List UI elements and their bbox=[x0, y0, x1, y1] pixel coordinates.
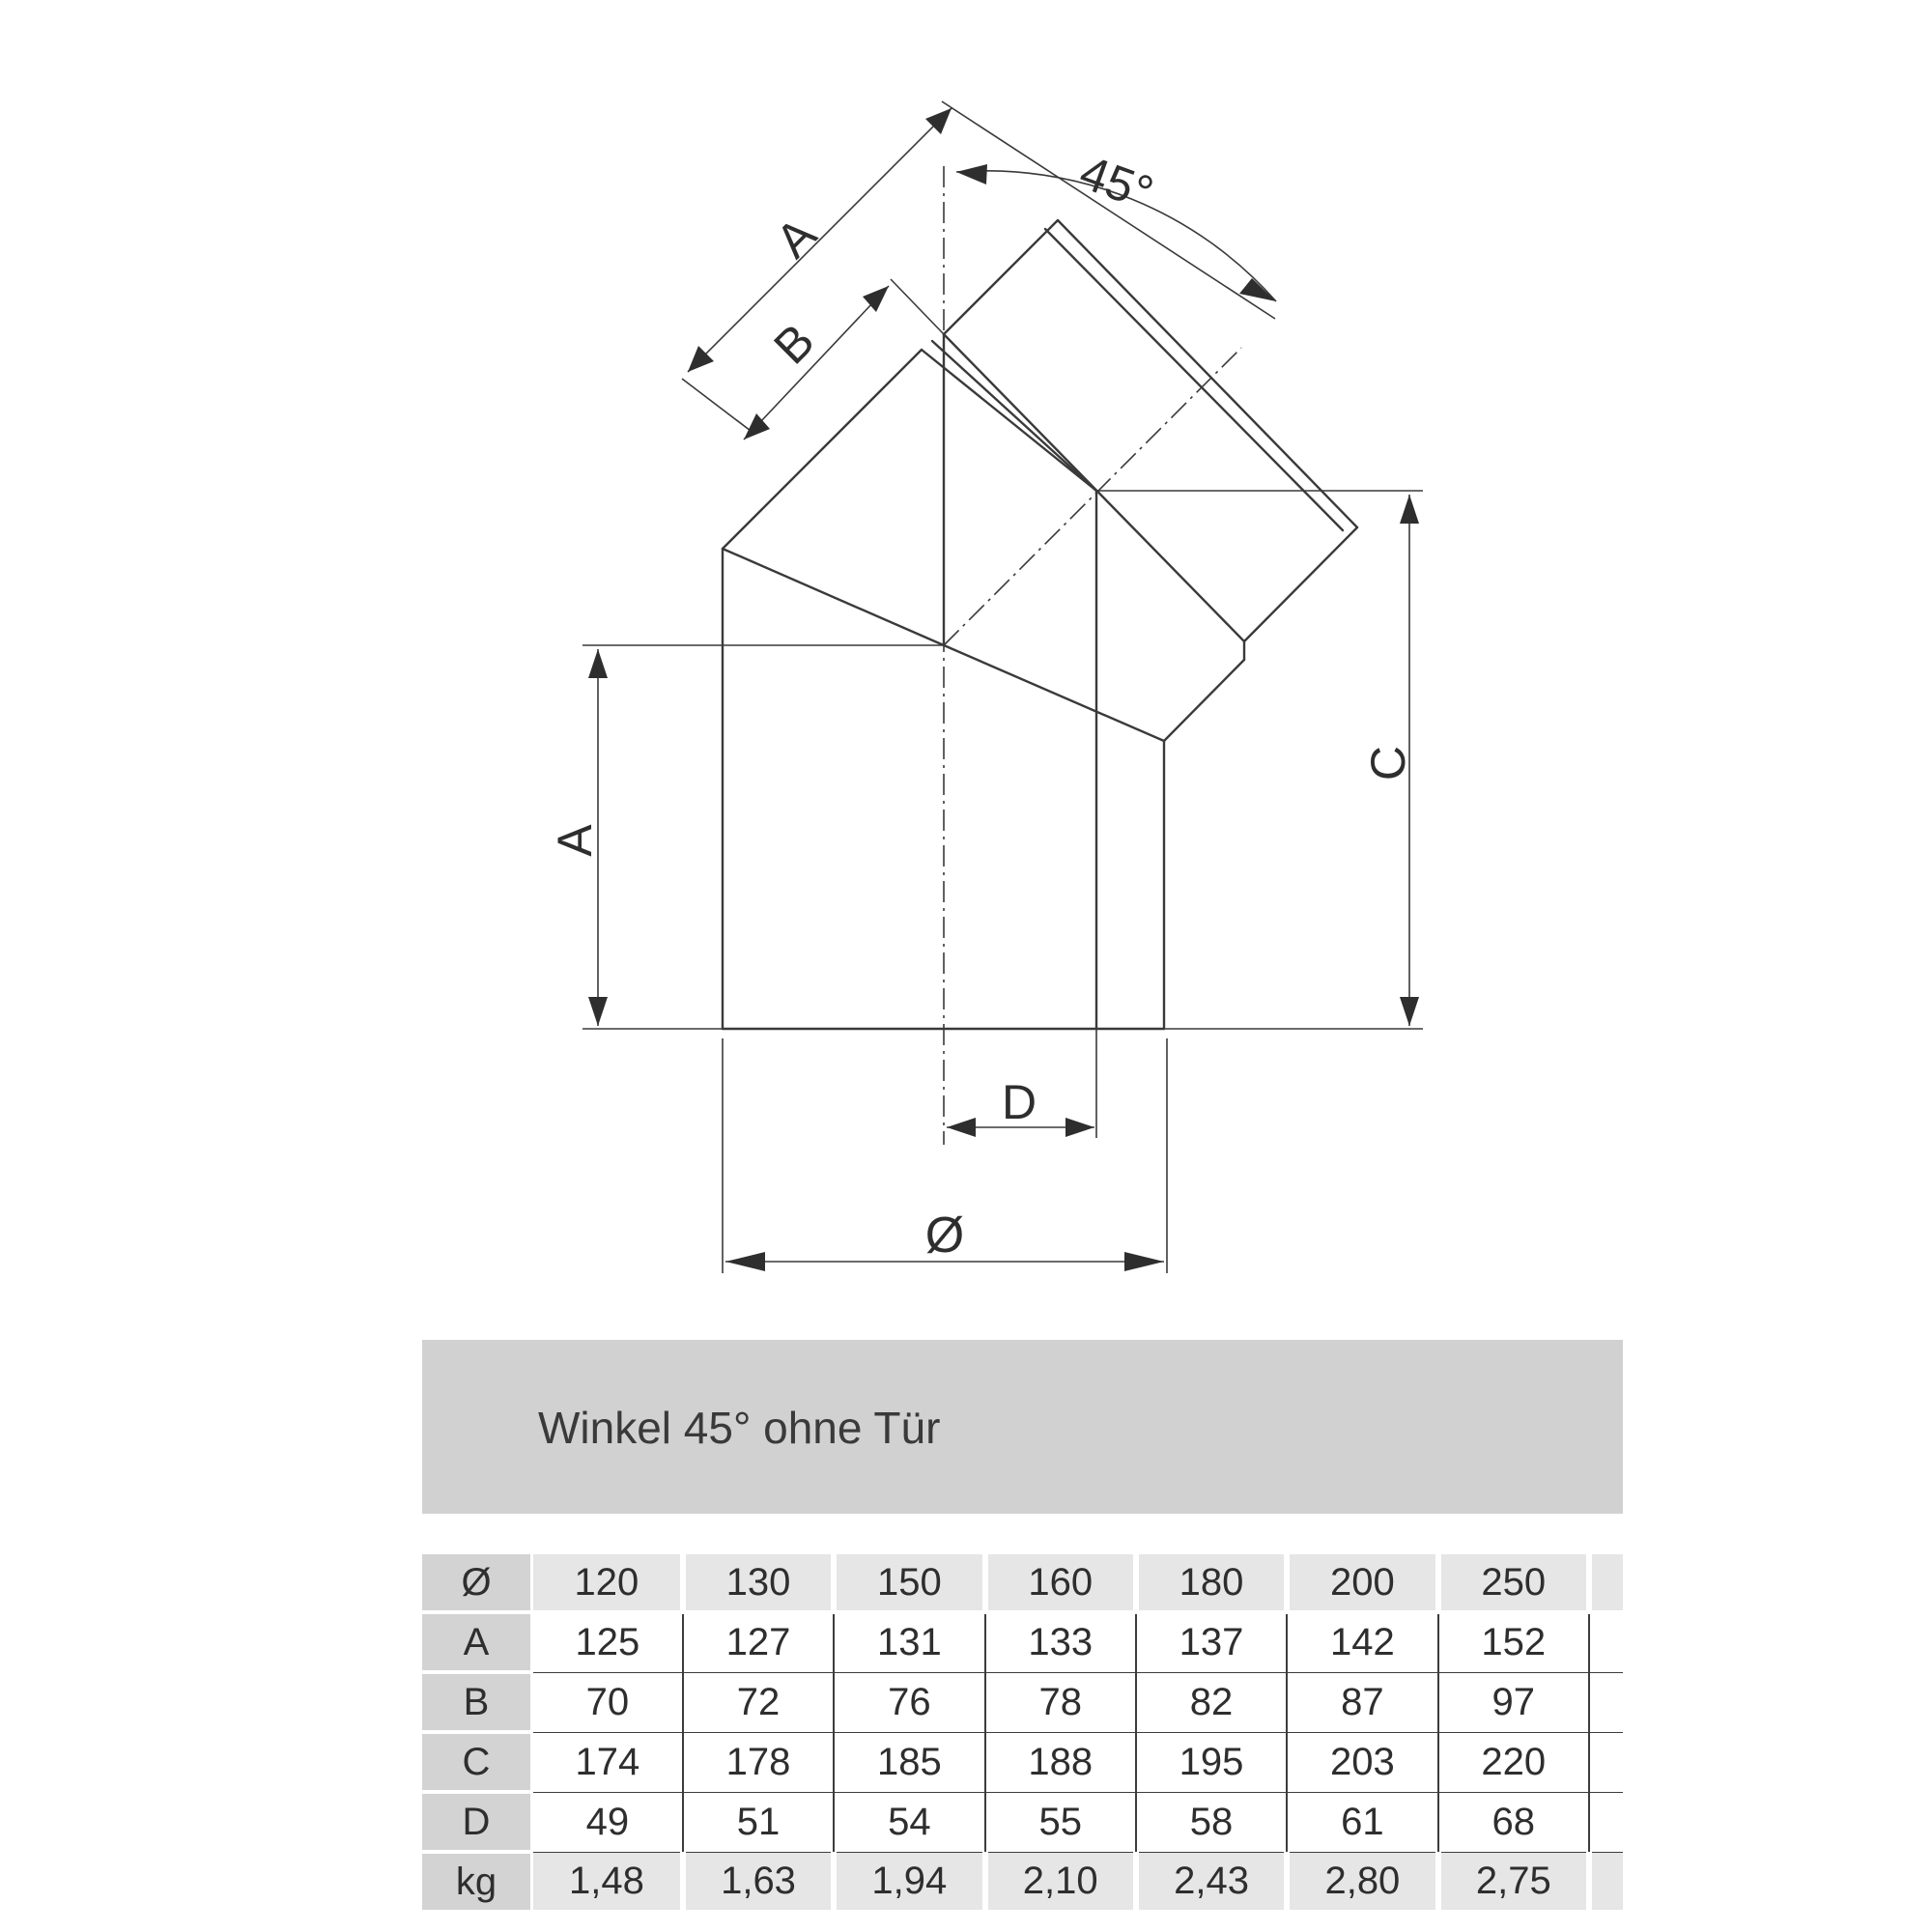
spigot-right-edge bbox=[1244, 527, 1357, 641]
table-cell: 68 bbox=[1438, 1792, 1589, 1852]
table-cell: 188 bbox=[985, 1732, 1136, 1792]
table-cell: 174 bbox=[532, 1732, 683, 1792]
arrow-a-left-top bbox=[588, 649, 608, 678]
upper-right-edge bbox=[1164, 660, 1244, 741]
header-cell: 250 bbox=[1438, 1554, 1589, 1612]
arrow-dia-left bbox=[725, 1252, 765, 1271]
table-cell: 54 bbox=[834, 1792, 984, 1852]
arrow-b-start bbox=[744, 413, 770, 440]
upper-top-edge bbox=[922, 350, 1096, 491]
table-cell: 49 bbox=[532, 1792, 683, 1852]
dimension-table bbox=[422, 1554, 1623, 1914]
table-cell: 125 bbox=[532, 1612, 683, 1672]
miter-seam-left bbox=[723, 549, 944, 645]
table-cell: 195 bbox=[1136, 1732, 1287, 1792]
table-row bbox=[422, 1732, 1623, 1792]
spigot-top-edge bbox=[1058, 220, 1357, 527]
miter-seam-right bbox=[944, 645, 1164, 741]
table-cell: 185 bbox=[834, 1732, 984, 1792]
table-tail-cell bbox=[1589, 1732, 1623, 1792]
label-b: B bbox=[763, 313, 825, 375]
table-cell: 131 bbox=[834, 1612, 984, 1672]
table-cell: 127 bbox=[683, 1612, 834, 1672]
arrow-c-bottom bbox=[1400, 997, 1419, 1026]
table-cell: 203 bbox=[1287, 1732, 1437, 1792]
table-cell: 2,43 bbox=[1136, 1852, 1287, 1912]
table-tail-cell bbox=[1589, 1672, 1623, 1732]
label-angle: 45° bbox=[1072, 144, 1160, 221]
header-cell: 200 bbox=[1287, 1554, 1437, 1612]
label-a-top: A bbox=[765, 207, 827, 269]
table-cell: 82 bbox=[1136, 1672, 1287, 1732]
header-label: Ø bbox=[422, 1554, 532, 1612]
row-label: C bbox=[422, 1732, 532, 1792]
table-row-weight bbox=[422, 1852, 1623, 1912]
row-label: D bbox=[422, 1792, 532, 1852]
dim-b-line bbox=[744, 286, 889, 440]
table-cell: 78 bbox=[985, 1672, 1136, 1732]
row-label: B bbox=[422, 1672, 532, 1732]
table-cell: 55 bbox=[985, 1792, 1136, 1852]
table-cell: 72 bbox=[683, 1672, 834, 1732]
ext-a-top-2 bbox=[682, 379, 754, 434]
table-cell: 178 bbox=[683, 1732, 834, 1792]
table-cell: 2,10 bbox=[985, 1852, 1136, 1912]
table-tail-cell bbox=[1589, 1792, 1623, 1852]
header-cell: 120 bbox=[532, 1554, 683, 1612]
table-tail-cell bbox=[1589, 1612, 1623, 1672]
label-a-left: A bbox=[548, 824, 602, 857]
table-cell: 152 bbox=[1438, 1612, 1589, 1672]
ext-b-1 bbox=[891, 279, 944, 334]
arrow-c-top bbox=[1400, 495, 1419, 524]
table-cell: 51 bbox=[683, 1792, 834, 1852]
arrow-dia-right bbox=[1124, 1252, 1164, 1271]
table-cell: 1,48 bbox=[532, 1852, 683, 1912]
arrow-b-end bbox=[863, 286, 889, 312]
header-cell: 160 bbox=[985, 1554, 1136, 1612]
table-cell: 220 bbox=[1438, 1732, 1589, 1792]
arrow-d-right bbox=[1065, 1118, 1094, 1137]
label-diameter: Ø bbox=[924, 1208, 965, 1264]
table-cell: 133 bbox=[985, 1612, 1136, 1672]
table-cell: 1,63 bbox=[683, 1852, 834, 1912]
table-cell: 1,94 bbox=[834, 1852, 984, 1912]
header-cell: 180 bbox=[1136, 1554, 1287, 1612]
header-cell: 130 bbox=[683, 1554, 834, 1612]
header-cell: 150 bbox=[834, 1554, 984, 1612]
table-tail-cell bbox=[1589, 1852, 1623, 1912]
table-cell: 137 bbox=[1136, 1612, 1287, 1672]
spigot-left-edge bbox=[944, 220, 1058, 334]
label-c: C bbox=[1361, 745, 1415, 781]
label-d: D bbox=[1001, 1075, 1037, 1129]
table-header-row bbox=[422, 1554, 1623, 1612]
arrow-d-left bbox=[947, 1118, 976, 1137]
table-cell: 142 bbox=[1287, 1612, 1437, 1672]
row-label: kg bbox=[422, 1852, 532, 1912]
table-row bbox=[422, 1792, 1623, 1852]
table-cell: 58 bbox=[1136, 1792, 1287, 1852]
title-bar bbox=[422, 1340, 1623, 1514]
inner-diagonal-2 bbox=[932, 341, 1096, 491]
arrow-a-left-bottom bbox=[588, 997, 608, 1026]
table-cell: 76 bbox=[834, 1672, 984, 1732]
table-cell: 70 bbox=[532, 1672, 683, 1732]
table-row bbox=[422, 1612, 1623, 1672]
table-tail-cell bbox=[1589, 1554, 1623, 1612]
table-cell: 97 bbox=[1438, 1672, 1589, 1732]
table-cell: 61 bbox=[1287, 1792, 1437, 1852]
table-row bbox=[422, 1672, 1623, 1732]
product-title: Winkel 45° ohne Tür bbox=[538, 1403, 941, 1453]
table-cell: 2,75 bbox=[1438, 1852, 1589, 1912]
table-cell: 87 bbox=[1287, 1672, 1437, 1732]
arrow-angle-start bbox=[956, 164, 987, 185]
table-cell: 2,80 bbox=[1287, 1852, 1437, 1912]
row-label: A bbox=[422, 1612, 532, 1672]
upper-left-edge bbox=[723, 350, 922, 549]
